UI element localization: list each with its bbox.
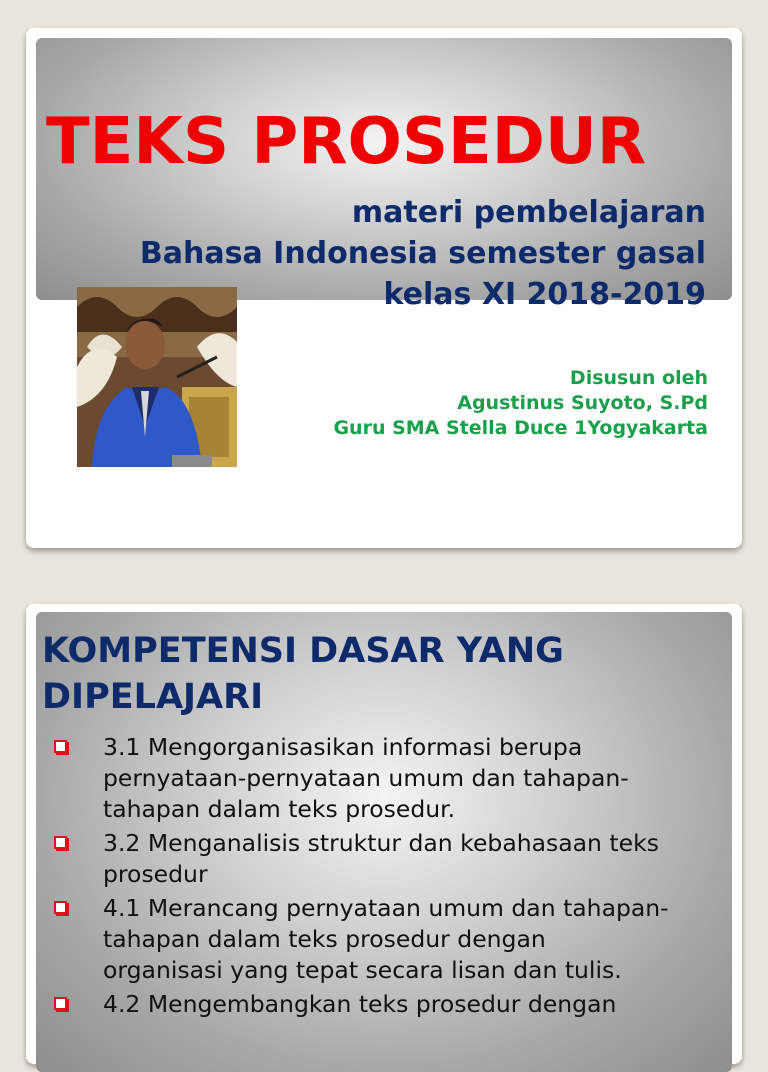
list-item — [50, 828, 720, 890]
checkbox-bullet-icon — [54, 740, 67, 753]
list-item-line: tahapan dalam teks prosedur dengan — [103, 925, 546, 953]
list-item-line: 4.1 Merancang pernyataan umum dan tahapan- — [103, 894, 669, 922]
heading-line-2: DIPELAJARI — [42, 677, 264, 717]
author-credits — [333, 366, 708, 441]
list-item-line: 3.2 Menganalisis struktur dan kebahasaan teks — [103, 829, 659, 857]
slide-kompetensi — [26, 604, 742, 1064]
slide-title — [26, 28, 742, 548]
list-item — [50, 732, 720, 825]
checkbox-bullet-icon — [54, 901, 67, 914]
credits-line-2: Agustinus Suyoto, S.Pd — [457, 392, 708, 414]
list-item — [50, 893, 720, 986]
list-item-line: prosedur — [103, 860, 208, 888]
subtitle-line-3: kelas XI 2018-2019 — [383, 277, 706, 312]
checkbox-bullet-icon — [54, 997, 67, 1010]
list-item-line: 3.1 Mengorganisasikan informasi berupa — [103, 733, 583, 761]
checkbox-bullet-icon — [54, 836, 67, 849]
list-item — [50, 989, 720, 1020]
heading-line-1: KOMPETENSI DASAR YANG — [42, 631, 564, 671]
author-photo — [77, 287, 237, 467]
list-item-line: 4.2 Mengembangkan teks prosedur dengan — [103, 990, 617, 1018]
list-item-line: organisasi yang tepat secara lisan dan tulis. — [103, 956, 622, 984]
kompetensi-list — [50, 732, 720, 1023]
credits-line-1: Disusun oleh — [569, 367, 708, 389]
credits-line-3: Guru SMA Stella Duce 1Yogyakarta — [333, 417, 708, 439]
slide-title-text: TEKS PROSEDUR — [46, 105, 647, 179]
author-photo-image — [77, 287, 237, 467]
list-item-line: pernyataan-pernyataan umum dan tahapan- — [103, 764, 629, 792]
kompetensi-heading — [42, 628, 564, 720]
list-item-line: tahapan dalam teks prosedur. — [103, 795, 456, 823]
subtitle-line-2: Bahasa Indonesia semester gasal — [139, 236, 706, 271]
subtitle-line-1: materi pembelajaran — [351, 195, 706, 230]
